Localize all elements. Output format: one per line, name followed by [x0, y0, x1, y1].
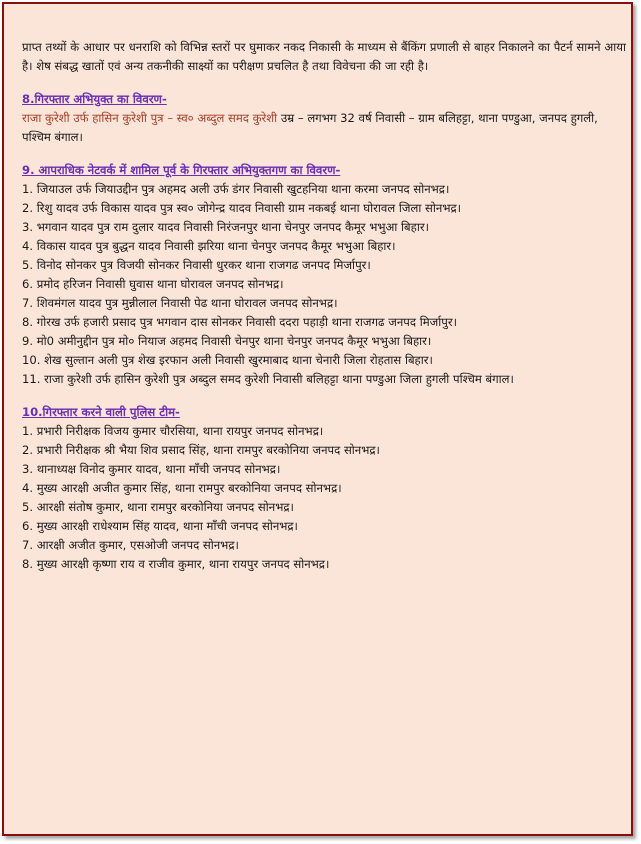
section-10-heading: 10.गिरफ्तार करने वाली पुलिस टीम- — [22, 405, 180, 419]
list-item: 7. शिवमंगल यादव पुत्र मुन्नीलाल निवासी पेढ थाना घोरावल जनपद सोनभद्र। — [22, 296, 338, 310]
section-9-heading: 9. आपराधिक नेटवर्क में शामिल पूर्व के गिरफ्तार अभियुक्तगण का विवरण- — [22, 163, 341, 177]
list-item: 5. आरक्षी संतोष कुमार, थाना रामपुर बरकोनिया जनपद सोनभद्र। — [22, 500, 294, 514]
list-item: 9. मो0 अमीनुद्दीन पुत्र मो० नियाज अहमद निवासी चेनपुर थाना चेनपुर जनपद कैमूर भभुआ बिहार। — [22, 334, 432, 348]
list-item: 6. प्रमोद हरिजन निवासी घुवास थाना घोरावल जनपद सोनभद्र। — [22, 277, 284, 291]
list-item: 1. प्रभारी निरीक्षक विजय कुमार चौरसिया, थाना रायपुर जनपद सोनभद्र। — [22, 424, 324, 438]
list-item: 4. विकास यादव पुत्र बुद्धन यादव निवासी झरिया थाना चेनपुर जनपद कैमूर भभुआ बिहार। — [22, 239, 396, 253]
police-team-list — [22, 422, 626, 574]
intro-paragraph: प्राप्त तथ्यों के आधार पर धनराशि को विभिन्न स्तरों पर घुमाकर नकद निकासी के माध्यम से बैंकिंग प्रणाली से बाहर निकालने का पैटर्न सामने आया है। शेष संबद्ध खातों एवं अन्य तकनीकी साक्ष्यों का परीक्षण प्रचलित है तथा विवेचना की जा रही है। — [22, 40, 626, 73]
list-item: 7. आरक्षी अजीत कुमार, एसओजी जनपद सोनभद्र। — [22, 538, 239, 552]
section-police-team — [22, 403, 626, 574]
list-item: 3. थानाध्यक्ष विनोद कुमार यादव, थाना माँची जनपद सोनभद्र। — [22, 462, 281, 476]
section-network-accused — [22, 161, 626, 389]
accused-name: राजा कुरेशी उर्फ हासिन कुरेशी पुत्र – स्व० अब्दुल समद कुरेशी — [22, 111, 278, 125]
document-frame — [2, 2, 633, 836]
section-8-heading: 8.गिरफ्तार अभियुक्त का विवरण- — [22, 92, 167, 106]
accused-details: उम्र – लगभग 32 वर्ष निवासी – ग्राम बलिहट्टा, थाना पण्डुआ, जनपद हुगली, पश्चिम बंगाल। — [22, 111, 598, 144]
list-item: 2. रिशु यादव उर्फ विकास यादव पुत्र स्व० जोगेन्द्र यादव निवासी ग्राम नकबई थाना घोरावल जिला सोनभद्र। — [22, 201, 462, 215]
list-item: 8. गोरख उर्फ हजारी प्रसाद पुत्र भगवान दास सोनकर निवासी ददरा पहाड़ी थाना राजगढ जनपद मिर्जापुर। — [22, 315, 457, 329]
list-item: 6. मुख्य आरक्षी राधेश्याम सिंह यादव, थाना माँची जनपद सोनभद्र। — [22, 519, 298, 533]
list-item: 2. प्रभारी निरीक्षक श्री भैया शिव प्रसाद सिंह, थाना रामपुर बरकोनिया जनपद सोनभद्र। — [22, 443, 380, 457]
list-item: 5. विनोद सोनकर पुत्र विजयी सोनकर निवासी धुरकर थाना राजगढ जनपद मिर्जापुर। — [22, 258, 371, 272]
network-accused-list — [22, 180, 626, 389]
section-arrested-accused — [22, 90, 626, 147]
list-item: 3. भगवान यादव पुत्र राम दुलार यादव निवासी निरंजनपुर थाना चेनपुर जनपद कैमूर भभुआ बिहार। — [22, 220, 429, 234]
list-item: 4. मुख्य आरक्षी अजीत कुमार सिंह, थाना रामपुर बरकोनिया जनपद सोनभद्र। — [22, 481, 342, 495]
list-item: 8. मुख्य आरक्षी कृष्णा राय व राजीव कुमार, थाना रायपुर जनपद सोनभद्र। — [22, 557, 330, 571]
list-item: 1. जियाउल उर्फ जियाउद्दीन पुत्र अहमद अली उर्फ डंगर निवासी खुटहनिया थाना करमा जनपद सोनभद्र। — [22, 182, 450, 196]
list-item: 10. शेख सुल्तान अली पुत्र शेख इरफान अली निवासी खुरमाबाद थाना चेनारी जिला रोहतास बिहार। — [22, 353, 433, 367]
document-content — [22, 38, 626, 574]
list-item: 11. राजा कुरेशी उर्फ हासिन कुरेशी पुत्र अब्दुल समद कुरेशी निवासी बलिहट्टा थाना पण्डुआ जिला हुगली पश्चिम बंगाल। — [22, 372, 514, 386]
section-8-body — [22, 109, 626, 147]
